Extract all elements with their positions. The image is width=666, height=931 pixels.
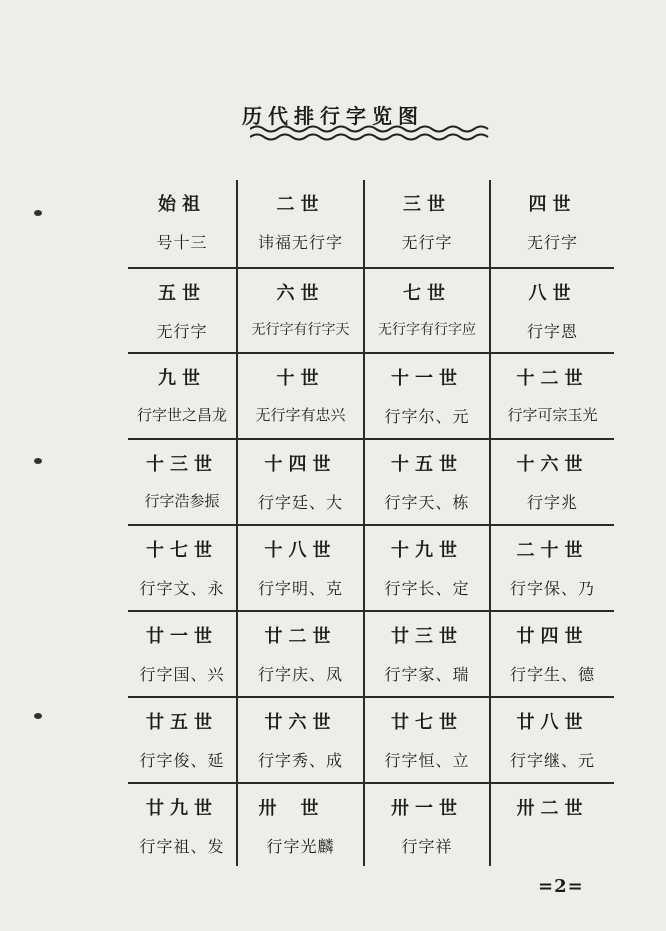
generation-label: 十四世 (264, 454, 337, 475)
generation-name-character: 号十三 (156, 233, 208, 252)
generation-label: 廿六世 (264, 712, 337, 733)
table-cell (238, 180, 363, 267)
table-cell (491, 354, 614, 438)
generation-name-character: 行字家、瑞 (384, 665, 470, 684)
table-cell (238, 612, 363, 696)
generation-name-character: 行字祥 (401, 837, 453, 856)
table-cell (365, 612, 489, 696)
generation-name-character: 行字恩 (526, 322, 578, 341)
table-cell (128, 440, 236, 524)
generation-name-character: 行字生、德 (509, 665, 595, 684)
generation-name-character: 行字可宗玉光 (507, 406, 598, 424)
binding-hole-mark (34, 713, 42, 719)
table-cell (491, 784, 614, 866)
table-cell (238, 440, 363, 524)
generation-name-character: 行字祖、发 (139, 837, 225, 856)
table-cell (365, 354, 489, 438)
generation-label: 廿二世 (264, 626, 337, 647)
table-cell (491, 526, 614, 610)
table-cell (238, 354, 363, 438)
table-cell (491, 612, 614, 696)
generation-name-character: 行字恒、立 (384, 751, 470, 770)
generation-name-character: 无行字有行字应 (378, 322, 476, 338)
generation-name-character: 行字长、定 (384, 579, 470, 598)
generation-label: 卅二世 (516, 798, 589, 819)
table-cell (128, 354, 236, 438)
generation-label: 二十世 (516, 540, 589, 561)
generation-label: 十六世 (516, 454, 589, 475)
page-title: 历代排行字览图 (242, 104, 424, 128)
generation-label: 廿九世 (146, 798, 218, 819)
generation-name-character: 无行字 (156, 322, 208, 341)
generation-name-character: 行字俊、延 (139, 751, 225, 770)
table-cell (128, 612, 236, 696)
generation-name-character: 行字继、元 (509, 751, 595, 770)
generation-name-character: 无行字 (526, 233, 578, 252)
generation-label: 十世 (276, 368, 325, 389)
generation-label: 五世 (158, 283, 206, 304)
generation-name-character: 行字秀、成 (257, 751, 343, 770)
table-cell (128, 269, 236, 352)
generation-label: 九世 (158, 368, 206, 389)
generation-name-character: 无行字 (401, 233, 453, 252)
table-cell (238, 269, 363, 352)
binding-hole-mark (34, 458, 42, 464)
generation-label: 始祖 (158, 194, 206, 215)
generation-label: 六世 (276, 283, 325, 304)
generation-name-character: 行字浩参振 (144, 492, 220, 510)
generation-label: 三世 (403, 194, 451, 215)
generation-name-character: 行字廷、大 (257, 493, 343, 512)
generation-name-character: 行字庆、凤 (257, 665, 343, 684)
generation-name-character: 行字兆 (526, 493, 578, 512)
table-cell (238, 526, 363, 610)
generation-name-character: 无行字有忠兴 (255, 406, 346, 424)
generation-label: 十八世 (264, 540, 337, 561)
generation-label: 十二世 (516, 368, 589, 389)
generation-name-character: 行字明、克 (257, 579, 343, 598)
table-cell (128, 784, 236, 866)
generation-name-character: 行字文、永 (139, 579, 225, 598)
table-cell (238, 698, 363, 782)
generation-label: 十七世 (146, 540, 218, 561)
table-cell (238, 784, 363, 866)
generation-label: 廿三世 (391, 626, 463, 647)
generation-table (128, 180, 614, 866)
generation-label: 廿七世 (391, 712, 463, 733)
generation-label: 廿四世 (516, 626, 589, 647)
table-cell (491, 269, 614, 352)
generation-label: 十三世 (146, 454, 218, 475)
generation-name-character: 行字光麟 (266, 837, 335, 856)
table-cell (365, 440, 489, 524)
generation-label: 十五世 (391, 454, 463, 475)
generation-label: 卅世 (258, 798, 343, 819)
table-cell (365, 269, 489, 352)
generation-name-character: 行字尔、元 (384, 407, 470, 426)
generation-name-character: 无行字有行字天 (251, 322, 350, 338)
title-wave-ornament (250, 124, 490, 142)
table-cell (491, 698, 614, 782)
table-cell (365, 180, 489, 267)
generation-label: 七世 (403, 283, 451, 304)
table-cell (491, 440, 614, 524)
generation-label: 廿五世 (146, 712, 218, 733)
page-number: =2= (538, 876, 584, 897)
generation-name-character: 行字世之昌龙 (136, 406, 227, 424)
generation-name-character: 行字天、栋 (384, 493, 470, 512)
table-cell (128, 180, 236, 267)
generation-label: 十九世 (391, 540, 463, 561)
table-cell (365, 698, 489, 782)
generation-label: 四世 (528, 194, 577, 215)
table-cell (491, 180, 614, 267)
generation-name-character: 行字国、兴 (139, 665, 225, 684)
generation-label: 二世 (276, 194, 325, 215)
table-cell (128, 526, 236, 610)
generation-label: 廿一世 (146, 626, 218, 647)
generation-label: 十一世 (391, 368, 463, 389)
binding-hole-mark (34, 210, 42, 216)
generation-label: 廿八世 (516, 712, 589, 733)
generation-label: 卅一世 (391, 798, 463, 819)
generation-name-character: 行字保、乃 (509, 579, 595, 598)
table-cell (365, 784, 489, 866)
table-cell (365, 526, 489, 610)
generation-label: 八世 (528, 283, 577, 304)
table-cell (128, 698, 236, 782)
generation-name-character: 讳福无行字 (257, 233, 343, 252)
